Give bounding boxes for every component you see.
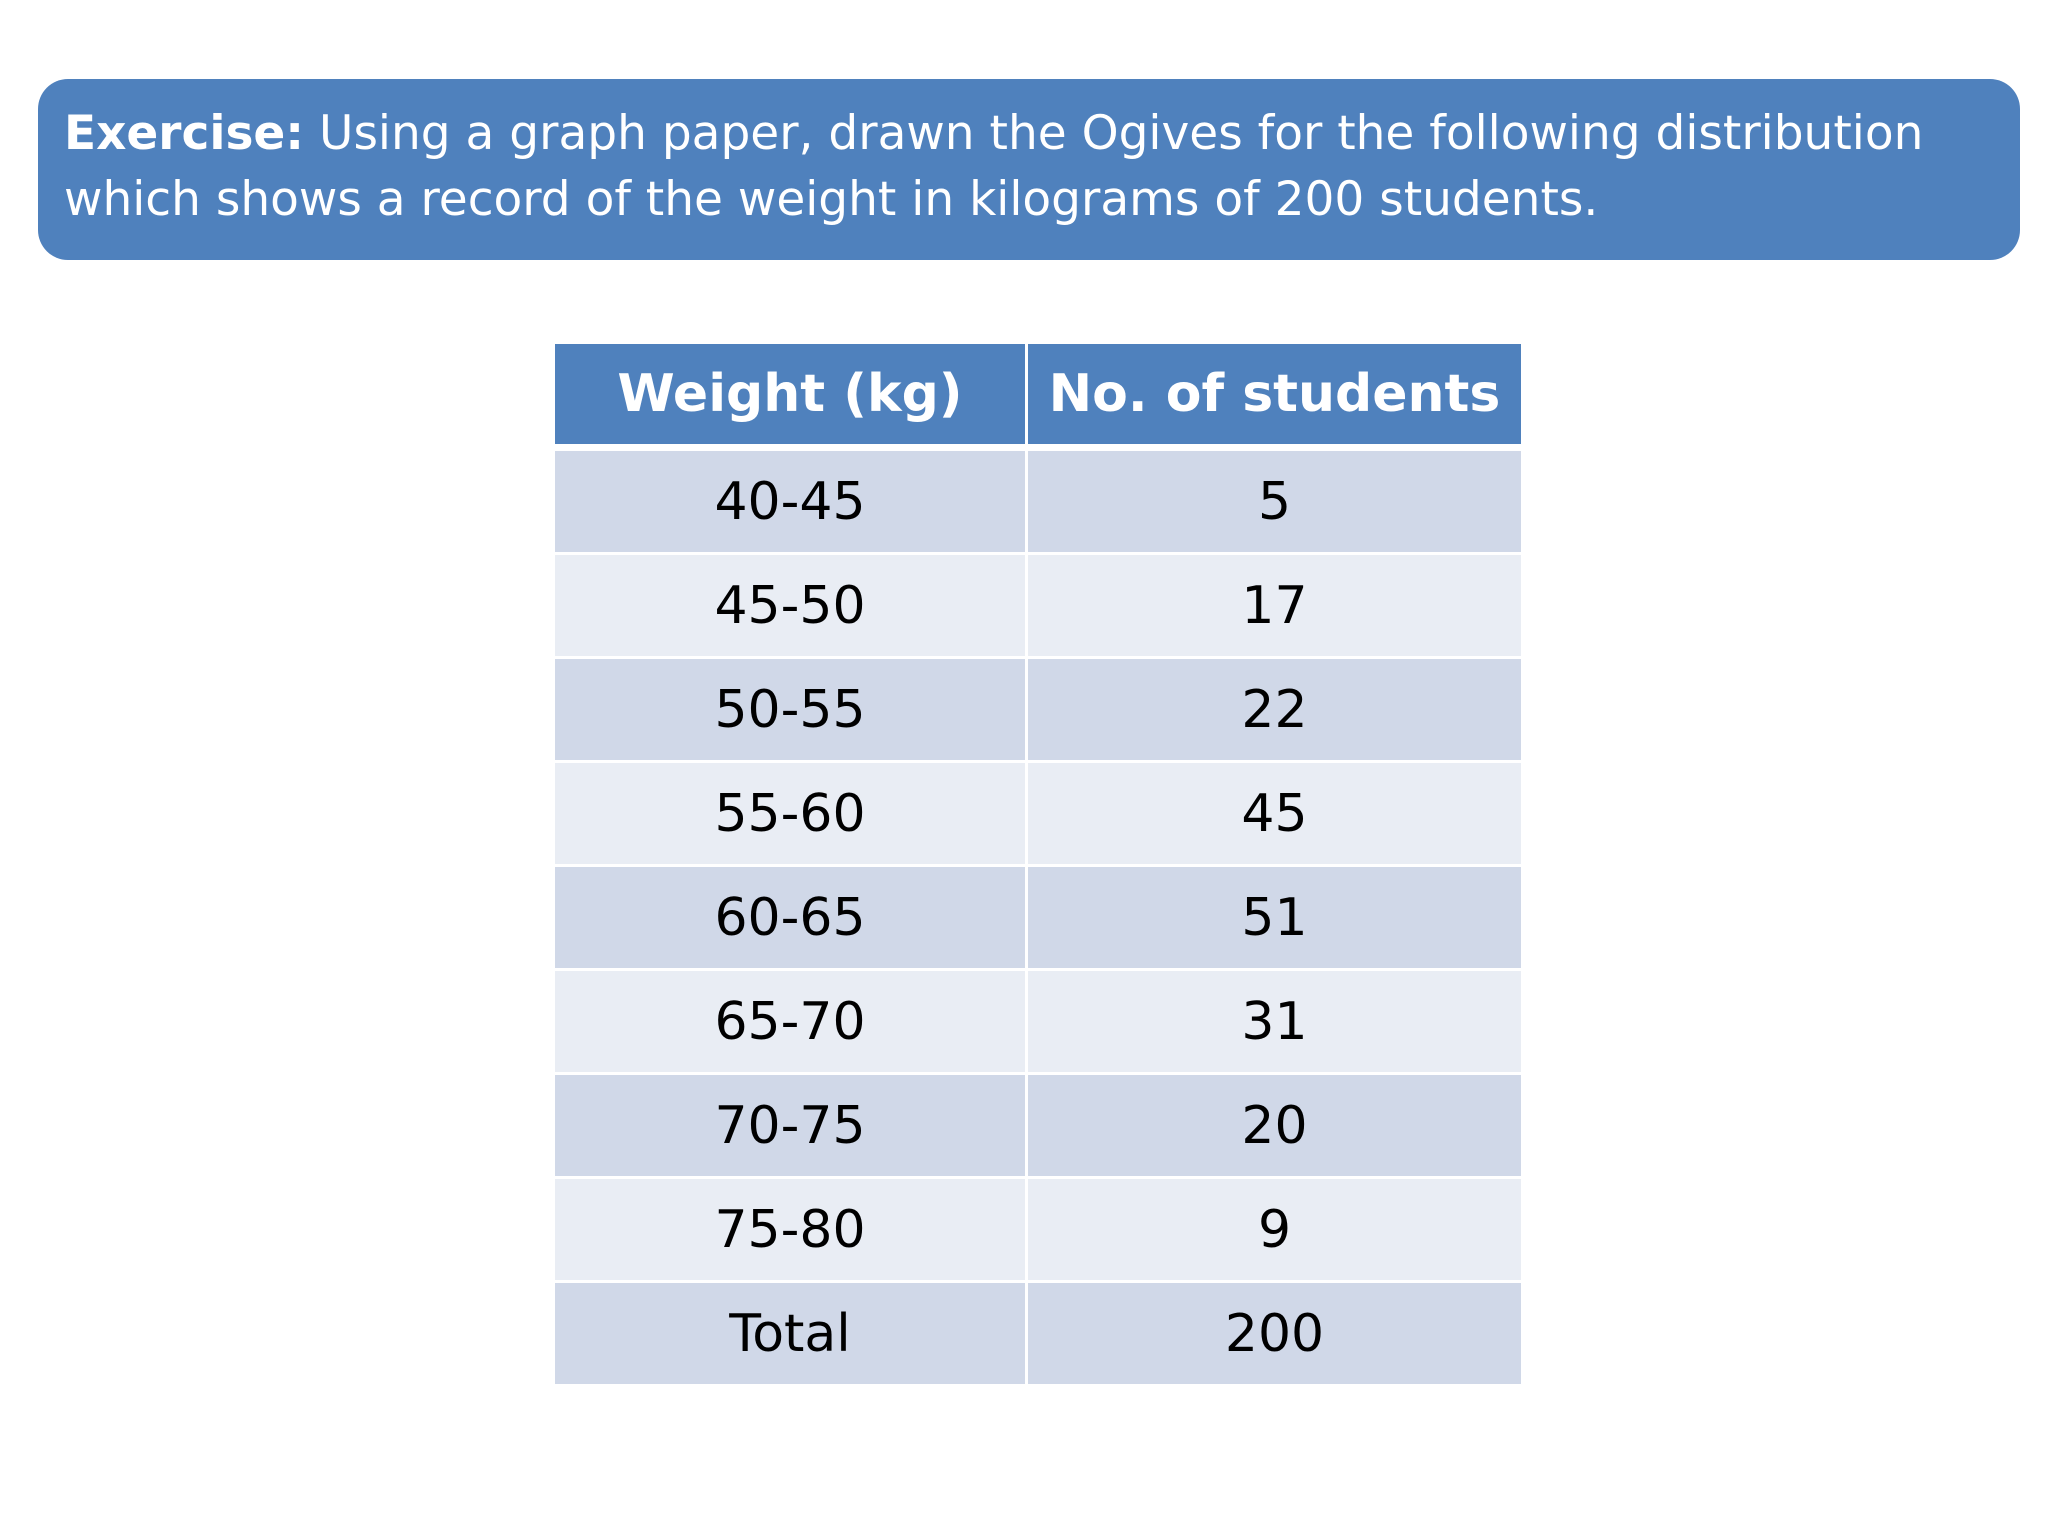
students-cell: 45 xyxy=(1028,763,1521,867)
students-cell: 9 xyxy=(1028,1179,1521,1283)
students-cell: 5 xyxy=(1028,451,1521,555)
table-total-row xyxy=(555,1283,1521,1387)
total-label-cell: Total xyxy=(555,1283,1028,1387)
students-cell: 22 xyxy=(1028,659,1521,763)
table-row xyxy=(555,763,1521,867)
exercise-text: Using a graph paper, drawn the Ogives for the following distribution which shows a record of the weight in kilograms of 200 students. xyxy=(64,106,1924,227)
weight-cell: 60-65 xyxy=(555,867,1028,971)
table-row xyxy=(555,659,1521,763)
table-row xyxy=(555,451,1521,555)
total-value-cell: 200 xyxy=(1028,1283,1521,1387)
exercise-banner xyxy=(38,79,2020,260)
students-cell: 17 xyxy=(1028,555,1521,659)
weight-cell: 75-80 xyxy=(555,1179,1028,1283)
weight-cell: 50-55 xyxy=(555,659,1028,763)
students-cell: 20 xyxy=(1028,1075,1521,1179)
table-row xyxy=(555,971,1521,1075)
weight-distribution-table xyxy=(555,344,1521,1387)
table-row xyxy=(555,867,1521,971)
students-cell: 51 xyxy=(1028,867,1521,971)
students-cell: 31 xyxy=(1028,971,1521,1075)
table-row xyxy=(555,1179,1521,1283)
exercise-label: Exercise: xyxy=(64,106,305,161)
table-row xyxy=(555,555,1521,659)
weight-cell: 70-75 xyxy=(555,1075,1028,1179)
column-header-students: No. of students xyxy=(1028,344,1521,451)
weight-cell: 65-70 xyxy=(555,971,1028,1075)
weight-cell: 45-50 xyxy=(555,555,1028,659)
weight-cell: 55-60 xyxy=(555,763,1028,867)
weight-cell: 40-45 xyxy=(555,451,1028,555)
table-row xyxy=(555,1075,1521,1179)
column-header-weight: Weight (kg) xyxy=(555,344,1028,451)
table-header-row xyxy=(555,344,1521,451)
